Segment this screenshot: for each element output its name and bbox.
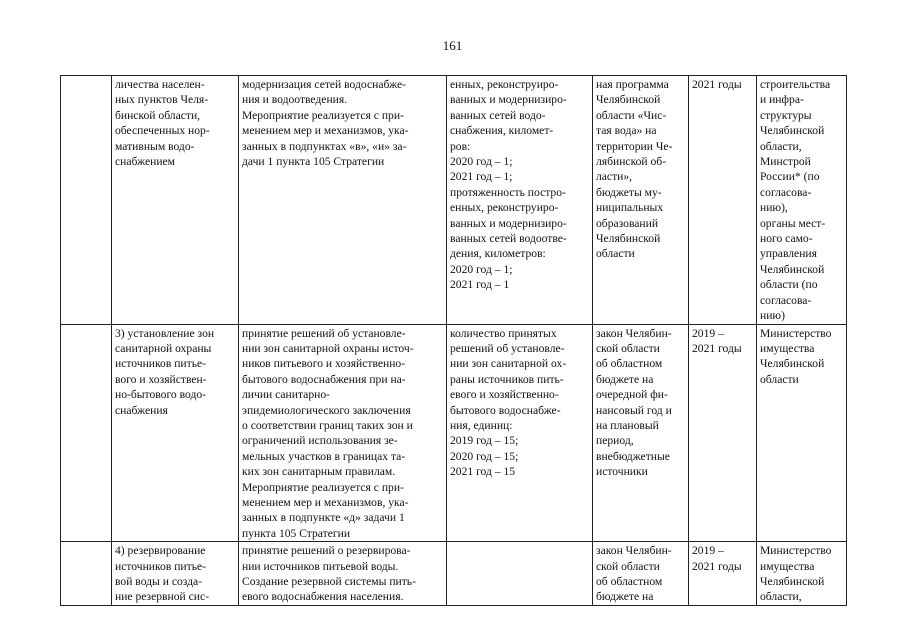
indicator-cell: личества населен- ных пунктов Челя- бинской области, обеспеченных нор- мативным водо- снабжением: [112, 76, 239, 325]
measure-description-cell: принятие решений об установле- нии зон санитарной охраны источ- ников питьевого и хозяйственно- бытового водоснабжения при на- личии санитарно- эпидемиологического заключения о соответствии границ таких зон и ограничений использования зе- мельных участков в границах та- ких зон санитарным правилам. Мероприятие реализуется с при- менением мер и механизмов, ука- занных в подпункте «д» задачи 1 пункта 105 Стратегии: [239, 324, 447, 542]
funding-source-cell: закон Челябин- ской области об областном бюджете на: [593, 542, 689, 606]
table-row: [61, 76, 847, 325]
row-number-cell: [61, 542, 112, 606]
row-number-cell: [61, 76, 112, 325]
table-row: [61, 542, 847, 606]
indicator-cell: 3) установление зон санитарной охраны источников питье- вого и хозяйствен- но-бытового водо- снабжения: [112, 324, 239, 542]
measures-table: [60, 75, 847, 606]
responsible-cell: Министерство имущества Челябинской области,: [757, 542, 847, 606]
period-cell: 2019 – 2021 годы: [689, 542, 757, 606]
responsible-cell: строительства и инфра- структуры Челябинской области, Минстрой России* (по согласова- нию), органы мест- ного само- управления Челябинской области (по согласова- нию): [757, 76, 847, 325]
funding-source-cell: закон Челябин- ской области об областном бюджете на очередной фи- нансовый год и на плановый период, внебюджетные источники: [593, 324, 689, 542]
funding-source-cell: ная программа Челябинской области «Чис- тая вода» на территории Че- лябинской об- ласти», бюджеты му- ниципальных образований Челябинской области: [593, 76, 689, 325]
row-number-cell: [61, 324, 112, 542]
table-row: [61, 324, 847, 542]
period-cell: 2021 годы: [689, 76, 757, 325]
measure-description-cell: принятие решений о резервирова- нии источников питьевой воды. Создание резервной системы пить- евого водоснабжения населения.: [239, 542, 447, 606]
indicator-cell: 4) резервирование источников питье- вой воды и созда- ние резервной сис-: [112, 542, 239, 606]
target-values-cell: количество принятых решений об установле- нии зон санитарной ох- раны источников пить- евого и хозяйственно- бытового водоснабже- ния, единиц: 2019 год – 15; 2020 год – 15; 2021 год – 15: [447, 324, 593, 542]
period-cell: 2019 – 2021 годы: [689, 324, 757, 542]
page-number: 161: [442, 38, 463, 53]
responsible-cell: Министерство имущества Челябинской области: [757, 324, 847, 542]
target-values-cell: енных, реконструиро- ванных и модернизиро- ванных сетей водо- снабжения, километ- ров: 2020 год – 1; 2021 год – 1; протяженность постро- енных, реконструиро- ванных и модернизиро- ванных сетей водоотве- дения, километров: 2020 год – 1; 2021 год – 1: [447, 76, 593, 325]
measure-description-cell: модернизация сетей водоснабже- ния и водоотведения. Мероприятие реализуется с при- менением мер и механизмов, ука- занных в подпунктах «в», «и» за- дачи 1 пункта 105 Стратегии: [239, 76, 447, 325]
target-values-cell: [447, 542, 593, 606]
